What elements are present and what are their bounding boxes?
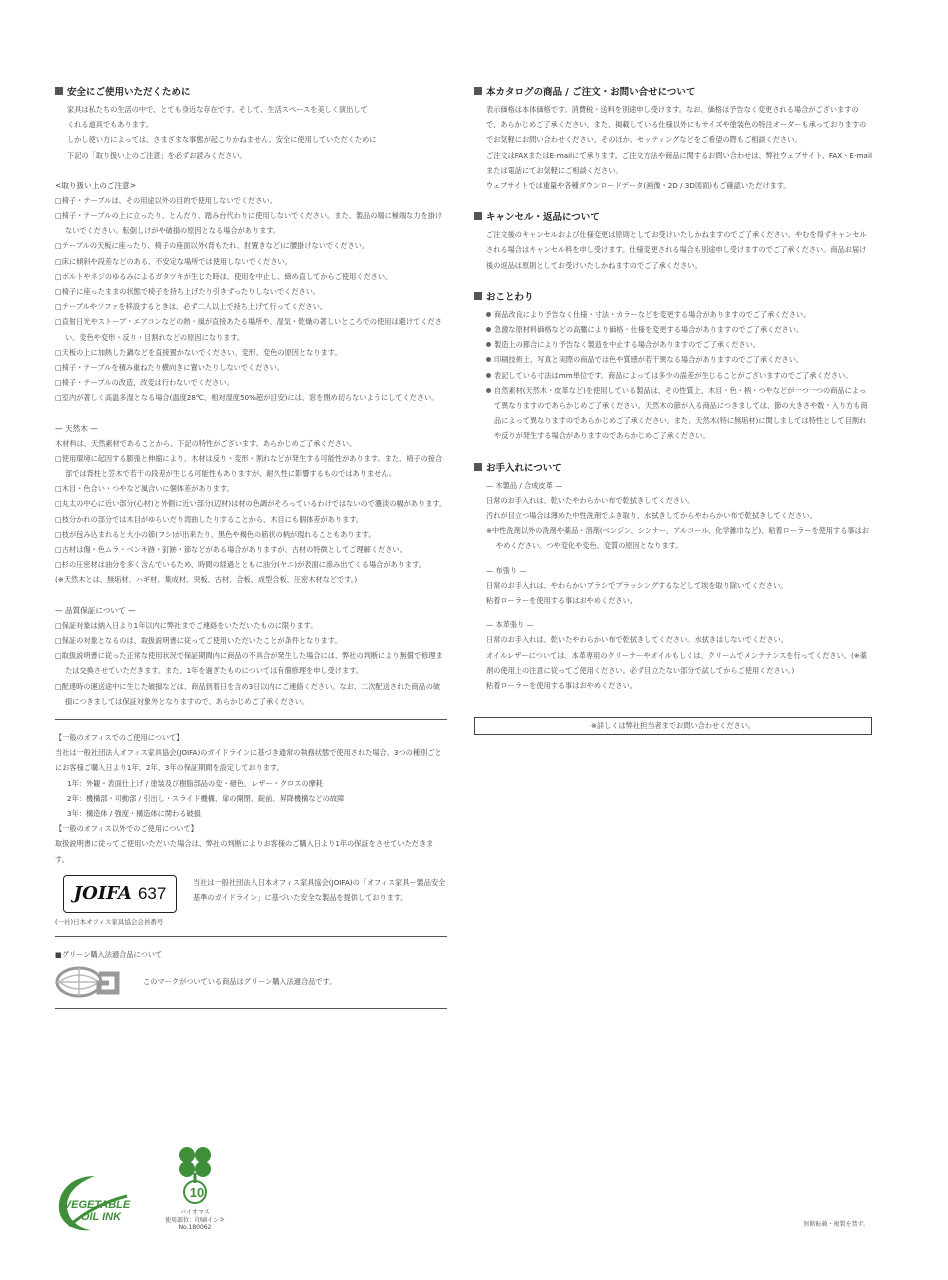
- warranty-item: □配達時の運送途中に生じた破損などは、商品到着日を含め3日以内にご連絡ください。なお、二次配送された商品の破損につきましては保証対象外となりますので、あらかじめご了承ください。: [55, 681, 441, 706]
- handling-title: <取り扱い上のご注意>: [55, 180, 137, 190]
- catalog-section: [474, 86, 872, 193]
- square-bullet-icon: [474, 292, 482, 300]
- left-column: [55, 86, 447, 1019]
- handling-item: □床に傾斜や段差などのある、不安定な場所では使用しないでください。: [55, 256, 292, 266]
- wood-item: □杉の圧密材は油分を多く含んでいるため、時間の経過とともに油分(ヤニ)が表面に滲み出てくる場合があります。: [55, 560, 426, 570]
- care-para: 粘着ローラーを使用する事はおやめください。: [486, 681, 637, 691]
- handling-item: □椅子・テーブルの改造、改変は行わないでください。: [55, 378, 234, 388]
- catalog-para: ご注文はFAXまたはE-mailにて承ります。ご注文方法や商品に関するお問い合わせは、弊社ウェブサイト、FAX・E-mailまたは電話にてお気軽にご相談ください。: [486, 150, 872, 175]
- square-bullet-icon: [474, 463, 482, 471]
- wood-item: □枝が包み込まれると大小の節(フシ)が出来たり、黒色や褐色の筋状の柄が現れることもあります。: [55, 529, 376, 539]
- care-leather-title: — 本革張り —: [486, 620, 534, 630]
- cancel-title: キャンセル・返品について: [474, 211, 872, 225]
- office-year: 1年：外観・表面仕上げ / 塗装及び樹脂部品の変・褪色、レザー・クロスの摩耗: [67, 778, 323, 788]
- warranty-title: — 品質保証について —: [55, 605, 136, 615]
- biomass-mark: [160, 1143, 230, 1231]
- bullet-icon: [486, 388, 491, 393]
- joifa-block: [55, 875, 447, 926]
- safety-section: [55, 86, 447, 163]
- divider: [55, 1008, 447, 1009]
- handling-item: □ボルトやネジのゆるみによるガタツキが生じた時は、使用を中止し、締め直してからご使用ください。: [55, 271, 393, 281]
- notice-item: 製造上の都合により予告なく製造を中止する場合がありますのでご了承ください。: [474, 337, 872, 352]
- square-bullet-icon: [474, 212, 482, 220]
- handling-item: □椅子・テーブルを積み重ねたり横向きに置いたりしないでください。: [55, 363, 284, 373]
- wood-item: □枝分かれの部分では木目がゆらいだり湾曲したりすることから、木目にも個体差があります。: [55, 514, 364, 524]
- bullet-icon: [486, 373, 491, 378]
- cancel-para: ご注文後のキャンセルおよび仕様変更は原則としてお受けいたしかねますのでご了承ください。やむを得ずキャンセルされる場合はキャンセル料を申し受けます。仕様変更される場合も別途申し受けますのでご了承ください。商品お届け後の返品は原則としてお受けいたしかねますのでご了承ください。: [486, 230, 867, 270]
- wood-item: □丸太の中心に近い部分(心材)と外側に近い部分(辺材)は材の色調がそろっているわけではないので濃淡の幅があります。: [55, 499, 447, 509]
- safety-para: しかし使い方によっては、さまざまな事態が起こりかねません。安全に使用していただくために: [67, 135, 377, 145]
- notice-title: おことわり: [474, 291, 872, 305]
- wood-item: □古材は傷・色ムラ・ベンキ跡・釘跡・節などがある場合がありますが、古材の特徴としてご理解ください。: [55, 545, 407, 555]
- office-title: 【一般のオフィスでのご使用について】: [55, 732, 184, 742]
- office-para: 取扱説明書に従ってご使用いただいた場合は、弊社の判断によりお客様のご購入日より1年の保証をさせていただきます。: [55, 839, 434, 864]
- care-para: オイルレザーについては、本革専用のクリーナーやオイルもしくは、クリームでメンテナンスを行ってください。(※薬剤の使用上の注意に従ってご使用ください。必ず目立たない部分で試してからご使用ください。): [486, 650, 867, 675]
- bullet-icon: [486, 312, 491, 317]
- green-purchase-mark-icon: [55, 966, 121, 998]
- care-para: 汚れが目立つ場合は薄めた中性洗剤でふき取り、水拭きしてからやわらかい布で乾拭きしてください。: [486, 511, 817, 521]
- notice-item: 表記している寸法はmm単位です。商品によっては多少の誤差が生じることがございますのでご了承ください。: [474, 368, 872, 383]
- vegetable-oil-ink-logo: [55, 1172, 135, 1234]
- divider: [55, 719, 447, 720]
- square-bullet-icon: [474, 87, 482, 95]
- handling-item: □椅子・テーブルの上に立ったり、とんだり、踏み台代わりに使用しないでください。また、製品の端に極端な力を掛けないでください。転倒しけがや破損の原因となる場合があります。: [55, 211, 443, 236]
- handling-item: □テーブルやソファを移設するときは、必ず二人以上で持ち上げて行ってください。: [55, 302, 327, 312]
- handling-item: □椅子・テーブルは、その用途以外の目的で使用しないでください。: [55, 195, 277, 205]
- green-row: [55, 966, 447, 998]
- contact-box: ※詳しくは弊社担当者までお問い合わせください。: [474, 717, 872, 735]
- divider: [55, 936, 447, 937]
- office-year: 3年：構造体 / 強度・構造体に関わる破損: [67, 808, 201, 818]
- office-para: 当社は一般社団法人オフィス家具協会(JOIFA)のガイドラインに基づき通常の執務状態で使用された場合、3つの種別ごとにお客様ご購入日より1年、2年、3年の保証期間を設定しております。: [55, 748, 442, 773]
- warranty-item: □保証の対象となるのは、取扱説明書に従ってご使用いただいたことが条件となります。: [55, 635, 342, 645]
- wood-title: — 天然木 —: [55, 423, 98, 433]
- clover-icon: [170, 1143, 220, 1205]
- bullet-icon: [486, 342, 491, 347]
- bio-number: 10: [189, 1185, 205, 1200]
- square-bullet-icon: [55, 87, 63, 95]
- notice-item: 印刷技術上、写真と実際の商品では色や質感が若干異なる場合がありますのでご了承ください。: [474, 352, 872, 367]
- warranty-item: □取扱説明書に従った正常な使用状況で保証期間内に商品の不具合が発生した場合には、弊社の判断により無償で修理または交換させていただきます。また、1年を過ぎたものについては有償修理を申し受けます。: [55, 651, 443, 676]
- office-section: [55, 730, 447, 867]
- bullet-icon: [486, 327, 491, 332]
- catalog-para: 表示価格は本体価格です。消費税・送料を別途申し受けます。なお、価格は予告なく変更される場合がございますので、あらかじめご了承ください。また、掲載している仕様以外にもサイズや塗装色の特注オーダーも承っておりますのでお気軽にお問い合わせください。そのほか、セッティングなどをご希望の際もご相談ください。: [486, 105, 867, 145]
- care-para: 日常のお手入れは、やわらかいブラシでブラッシングするなどして埃を取り除いてください。: [486, 580, 788, 590]
- joifa-badge: [55, 875, 165, 926]
- cancel-section: [474, 211, 872, 273]
- care-wood-title: — 木製品 / 合成皮革 —: [486, 480, 563, 490]
- green-title: ■グリーン購入法適合品について: [55, 949, 163, 959]
- care-para: 日常のお手入れは、乾いたやわらかい布で乾拭きしてください。水拭きはしないでください。: [486, 635, 788, 645]
- handling-item: □室内が著しく高温多湿となる場合(温度28℃、相対湿度50%超が目安)には、窓を閉め切らないようにしてください。: [55, 393, 439, 403]
- safety-title: 安全にご使用いただくために: [55, 86, 447, 100]
- handling-item: □天板の上に加熱した鍋などを直接置かないでください。変形、変色の原因となります。: [55, 347, 342, 357]
- notice-item: 急激な原材料価格などの高騰により価格・仕様を変更する場合がありますのでご了承ください。: [474, 322, 872, 337]
- care-fabric-title: — 布張り —: [486, 565, 527, 575]
- leaf-icon: [55, 1172, 135, 1234]
- green-text: このマークがついている商品はグリーン購入法適合品です。: [143, 976, 337, 986]
- wood-section: [55, 421, 447, 588]
- office-title: 【一般のオフィス以外でのご使用について】: [55, 824, 198, 834]
- bullet-icon: [486, 357, 491, 362]
- care-para: 日常のお手入れは、乾いたやわらかい布で乾拭きしてください。: [486, 495, 695, 505]
- copyright-note: 無断転載・複製を禁ず。: [803, 1221, 869, 1228]
- joifa-text: 当社は一般社団法人日本オフィス家具協会(JOIFA)の「オフィス家具ー製品安全基準のガイドライン」に基づいた安全な製品を提供しております。: [193, 877, 446, 902]
- safety-para: 下記の「取り扱い上のご注意」を必ずお読みください。: [67, 150, 247, 160]
- care-section: [474, 462, 872, 694]
- veg-line1: VEGETABLE: [63, 1199, 131, 1211]
- care-title: お手入れについて: [474, 462, 872, 476]
- right-column: [474, 86, 872, 735]
- wood-note: (※天然木とは、無垢材、ハギ材、集成材、突板、古材、合板、成型合板、圧密木材などです。): [55, 575, 358, 585]
- handling-item: □テーブルの天板に座ったり、椅子の座面以外(背もたれ、肘置きなど)に腰掛けないでください。: [55, 241, 370, 251]
- handling-item: □直射日光やストーブ・エアコンなどの熱・風が直接あたる場所や、湿気・乾燥の著しいところでの使用は避けてください。変色や変形・反り・目割れなどの原因になります。: [55, 317, 442, 342]
- care-note: ※中性洗剤以外の洗剤や薬品・溶剤(ベンジン、シンナー、アルコール、化学雑巾など)、粘着ローラーを使用する事はおやめください。つや変化や変色、変質の原因となります。: [486, 526, 869, 551]
- wood-intro: 木材料は、天然素材であることから、下記の特性がございます。あらかじめご了承ください。: [55, 438, 357, 448]
- notice-section: [474, 291, 872, 444]
- bio-caption: バイオマス 使用部位：印刷インキ No.180062: [164, 1209, 225, 1231]
- safety-para: くれる道具でもあります。: [67, 120, 153, 130]
- office-year: 2年：機構部・可動部 / 引出し・スライド機構、扉の開閉、錠前、昇降機構などの故障: [67, 793, 345, 803]
- handling-item: □椅子に座ったままの状態で椅子を持ち上げたり引きずったりしないでください。: [55, 287, 321, 297]
- wood-item: □木目・色合い・つやなど風合いに個体差があります。: [55, 484, 234, 494]
- wood-item: □使用環境に起因する膨張と伸縮により、木材は反り・変形・割れなどが発生する可能性があります。また、椅子の接合部では背柱と笠木で若干の段差が生じる可能性もありますが、耐久性に影響するものではありません。: [55, 453, 443, 479]
- notice-item: 商品改良により予告なく仕様・寸法・カラーなどを変更する場合がありますのでご了承ください。: [474, 307, 872, 322]
- safety-para: 家具は私たちの生活の中で、とても身近な存在です。そして、生活スペースを美しく演出して: [67, 105, 368, 114]
- handling-section: [55, 178, 447, 406]
- veg-line2: OIL INK: [80, 1211, 122, 1223]
- catalog-title: 本カタログの商品 / ご注文・お問い合せについて: [474, 86, 872, 100]
- green-section: [55, 947, 447, 998]
- notice-item: 自然素材(天然木・皮革など)を使用している製品は、その性質上、木目・色・柄・つやなどが一つ一つの商品によって異なりますのであらかじめご了承ください。天然木の節が入る商品につきましては、節の大きさや数・入り方も商品によって異なりますのであらかじめご了承ください。また、天然木(特に無垢材)に関しましては特性として目割れや反りが発生する場合がありますのであらかじめご了承ください。: [474, 383, 872, 444]
- joifa-caption: (一社)日本オフィス家具協会会員番号: [55, 917, 164, 926]
- catalog-para: ウェブサイトでは重量や各種ダウンロードデータ(画像・2D / 3D図面)もご確認いただけます。: [486, 181, 791, 191]
- care-para: 粘着ローラーを使用する事はおやめください。: [486, 596, 637, 606]
- joifa-logo: JOIFA 637: [63, 875, 177, 913]
- warranty-section: [55, 603, 447, 709]
- joifa-number: 637: [137, 883, 167, 903]
- warranty-item: □保証対象は納入日より1年以内に弊社までご連絡をいただいたものに限ります。: [55, 620, 318, 630]
